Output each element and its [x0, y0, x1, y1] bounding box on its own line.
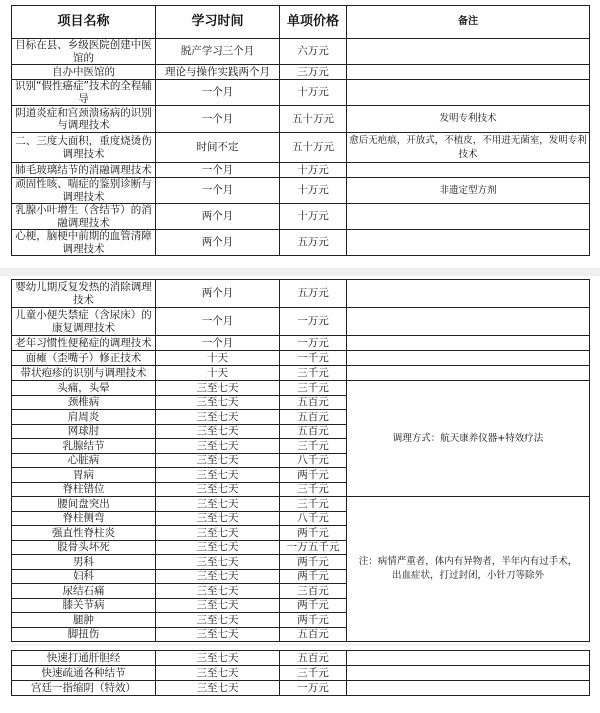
study-time: 三至七天 — [156, 651, 280, 666]
table-row — [12, 381, 590, 396]
item-name: 脊柱错位 — [12, 482, 156, 497]
study-time: 三至七天 — [156, 666, 280, 681]
item-note — [347, 336, 590, 351]
study-time: 一个月 — [156, 336, 280, 351]
item-price: 三千元 — [280, 666, 347, 681]
header-note: 备注 — [347, 6, 590, 39]
item-name: 面瘫（歪嘴子）修正技术 — [12, 351, 156, 366]
table-row — [12, 230, 590, 256]
item-note — [347, 280, 590, 308]
study-time: 三至七天 — [156, 410, 280, 425]
item-price: 五十万元 — [280, 133, 347, 163]
item-price: 三千元 — [280, 439, 347, 454]
table-row — [12, 133, 590, 163]
item-price: 八千元 — [280, 453, 347, 468]
item-note — [347, 666, 590, 681]
study-time: 三至七天 — [156, 511, 280, 526]
study-time: 三至七天 — [156, 540, 280, 555]
study-time: 两个月 — [156, 280, 280, 308]
study-time: 三至七天 — [156, 497, 280, 512]
item-note: 愈后无疤痕，开放式，不植皮，不用进无菌室，发明专利技术 — [347, 133, 590, 163]
item-price: 十万元 — [280, 178, 347, 204]
study-time: 三至七天 — [156, 439, 280, 454]
study-time: 三至七天 — [156, 482, 280, 497]
table-row — [12, 308, 590, 336]
header-name: 项目名称 — [12, 6, 156, 39]
item-name: 腰间盘突出 — [12, 497, 156, 512]
item-note — [347, 681, 590, 696]
group-note: 注：病情严重者，体内有异物者，半年内有过手术，出血症状，打过封闭，小针刀等除外 — [347, 497, 590, 642]
item-price: 三千元 — [280, 366, 347, 381]
price-table-upper — [11, 5, 590, 256]
item-price: 三千元 — [280, 497, 347, 512]
item-name: 自办中医馆的 — [12, 65, 156, 80]
item-price: 一万元 — [280, 681, 347, 696]
item-name: 快速打通肝胆经 — [12, 651, 156, 666]
study-time: 两个月 — [156, 204, 280, 230]
item-name: 婴幼儿期反复发热的消除调理技术 — [12, 280, 156, 308]
item-price: 一千元 — [280, 351, 347, 366]
item-name: 目标在县、乡级医院创建中医馆的 — [12, 39, 156, 65]
item-price: 两千元 — [280, 526, 347, 541]
item-price: 五百元 — [280, 410, 347, 425]
item-name: 妇科 — [12, 569, 156, 584]
item-name: 股骨头坏死 — [12, 540, 156, 555]
item-price: 三百元 — [280, 584, 347, 599]
item-note — [347, 366, 590, 381]
item-price: 两千元 — [280, 555, 347, 570]
item-note — [347, 351, 590, 366]
item-note: 发明专利技术 — [347, 106, 590, 133]
item-note — [347, 39, 590, 65]
item-price: 两千元 — [280, 468, 347, 483]
item-name: 心梗，脑梗中前期的血管清障调理技术 — [12, 230, 156, 256]
item-price: 五万元 — [280, 230, 347, 256]
table-row — [12, 178, 590, 204]
study-time: 三至七天 — [156, 613, 280, 628]
table-row — [12, 497, 590, 512]
item-price: 三千元 — [280, 482, 347, 497]
study-time: 时间不定 — [156, 133, 280, 163]
item-price: 十万元 — [280, 204, 347, 230]
item-name: 带状疱疹的识别与调理技术 — [12, 366, 156, 381]
item-name: 二、三度大面积，重度烧烫伤调理技术 — [12, 133, 156, 163]
table-row — [12, 351, 590, 366]
item-name: 头痛，头晕 — [12, 381, 156, 396]
study-time: 三至七天 — [156, 468, 280, 483]
study-time: 理论与操作实践两个月 — [156, 65, 280, 80]
item-name: 阴道炎症和宫颈溃疡病的识别与调理技术 — [12, 106, 156, 133]
study-time: 三至七天 — [156, 584, 280, 599]
item-note — [347, 65, 590, 80]
item-note: 非遗定型方剂 — [347, 178, 590, 204]
item-price: 一万元 — [280, 336, 347, 351]
item-name: 颈椎病 — [12, 395, 156, 410]
item-note — [347, 204, 590, 230]
item-price: 五百元 — [280, 395, 347, 410]
table-row — [12, 39, 590, 65]
table-row — [12, 366, 590, 381]
item-name: 识别“假性癌症”技术的全程辅导 — [12, 80, 156, 106]
header-time: 学习时间 — [156, 6, 280, 39]
study-time: 三至七天 — [156, 555, 280, 570]
item-name: 顽固性咳、喘症的鉴别诊断与调理技术 — [12, 178, 156, 204]
table-row — [12, 65, 590, 80]
item-price: 一万元 — [280, 308, 347, 336]
table-row — [12, 666, 590, 681]
item-name: 宫廷一指缩阴（特效） — [12, 681, 156, 696]
item-price: 十万元 — [280, 163, 347, 178]
table-row — [12, 336, 590, 351]
table-row — [12, 651, 590, 666]
item-price: 五百元 — [280, 424, 347, 439]
item-name: 脚扭伤 — [12, 627, 156, 642]
study-time: 三至七天 — [156, 598, 280, 613]
study-time: 三至七天 — [156, 569, 280, 584]
header-row — [12, 6, 590, 39]
item-price: 十万元 — [280, 80, 347, 106]
item-name: 脊柱侧弯 — [12, 511, 156, 526]
study-time: 三至七天 — [156, 627, 280, 642]
item-name: 肺毛玻璃结节的消融调理技术 — [12, 163, 156, 178]
table-row — [12, 80, 590, 106]
item-note — [347, 230, 590, 256]
item-name: 男科 — [12, 555, 156, 570]
study-time: 三至七天 — [156, 453, 280, 468]
item-price: 两千元 — [280, 613, 347, 628]
item-name: 肩周炎 — [12, 410, 156, 425]
item-price: 两千元 — [280, 598, 347, 613]
item-name: 老年习惯性便秘症的调理技术 — [12, 336, 156, 351]
item-note — [347, 80, 590, 106]
price-table-lower — [11, 279, 590, 642]
study-time: 三至七天 — [156, 681, 280, 696]
item-price: 八千元 — [280, 511, 347, 526]
study-time: 脱产学习三个月 — [156, 39, 280, 65]
item-name: 胃病 — [12, 468, 156, 483]
item-price: 三万元 — [280, 65, 347, 80]
item-name: 膝关节病 — [12, 598, 156, 613]
table-row — [12, 280, 590, 308]
item-price: 五百元 — [280, 627, 347, 642]
header-price: 单项价格 — [280, 6, 347, 39]
item-price: 两千元 — [280, 569, 347, 584]
section-separator — [11, 644, 589, 646]
item-price: 三千元 — [280, 381, 347, 396]
study-time: 三至七天 — [156, 395, 280, 410]
item-name: 强直性脊柱炎 — [12, 526, 156, 541]
study-time: 一个月 — [156, 178, 280, 204]
item-name: 快速疏通各种结节 — [12, 666, 156, 681]
page-break-gap — [0, 268, 600, 276]
group-note: 调理方式：航天康养仪器+特效疗法 — [347, 381, 590, 497]
item-name: 尿结石痛 — [12, 584, 156, 599]
item-note — [347, 308, 590, 336]
table-row — [12, 204, 590, 230]
study-time: 三至七天 — [156, 424, 280, 439]
item-note — [347, 163, 590, 178]
table-row — [12, 106, 590, 133]
study-time: 三至七天 — [156, 526, 280, 541]
item-name: 儿童小便失禁症（含尿床）的康复调理技术 — [12, 308, 156, 336]
study-time: 一个月 — [156, 106, 280, 133]
study-time: 十天 — [156, 366, 280, 381]
study-time: 一个月 — [156, 80, 280, 106]
study-time: 十天 — [156, 351, 280, 366]
study-time: 两个月 — [156, 230, 280, 256]
study-time: 三至七天 — [156, 381, 280, 396]
item-note — [347, 651, 590, 666]
table-row — [12, 681, 590, 696]
study-time: 一个月 — [156, 163, 280, 178]
item-name: 心脏病 — [12, 453, 156, 468]
item-name: 乳腺结节 — [12, 439, 156, 454]
item-name: 腿肿 — [12, 613, 156, 628]
study-time: 一个月 — [156, 308, 280, 336]
item-price: 一万五千元 — [280, 540, 347, 555]
item-name: 乳腺小叶增生（含结节）的消融调理技术 — [12, 204, 156, 230]
item-name: 网球肘 — [12, 424, 156, 439]
item-price: 五万元 — [280, 280, 347, 308]
item-price: 六万元 — [280, 39, 347, 65]
item-price: 五十万元 — [280, 106, 347, 133]
item-price: 五百元 — [280, 651, 347, 666]
table-row — [12, 163, 590, 178]
price-table-bottom — [11, 650, 590, 696]
